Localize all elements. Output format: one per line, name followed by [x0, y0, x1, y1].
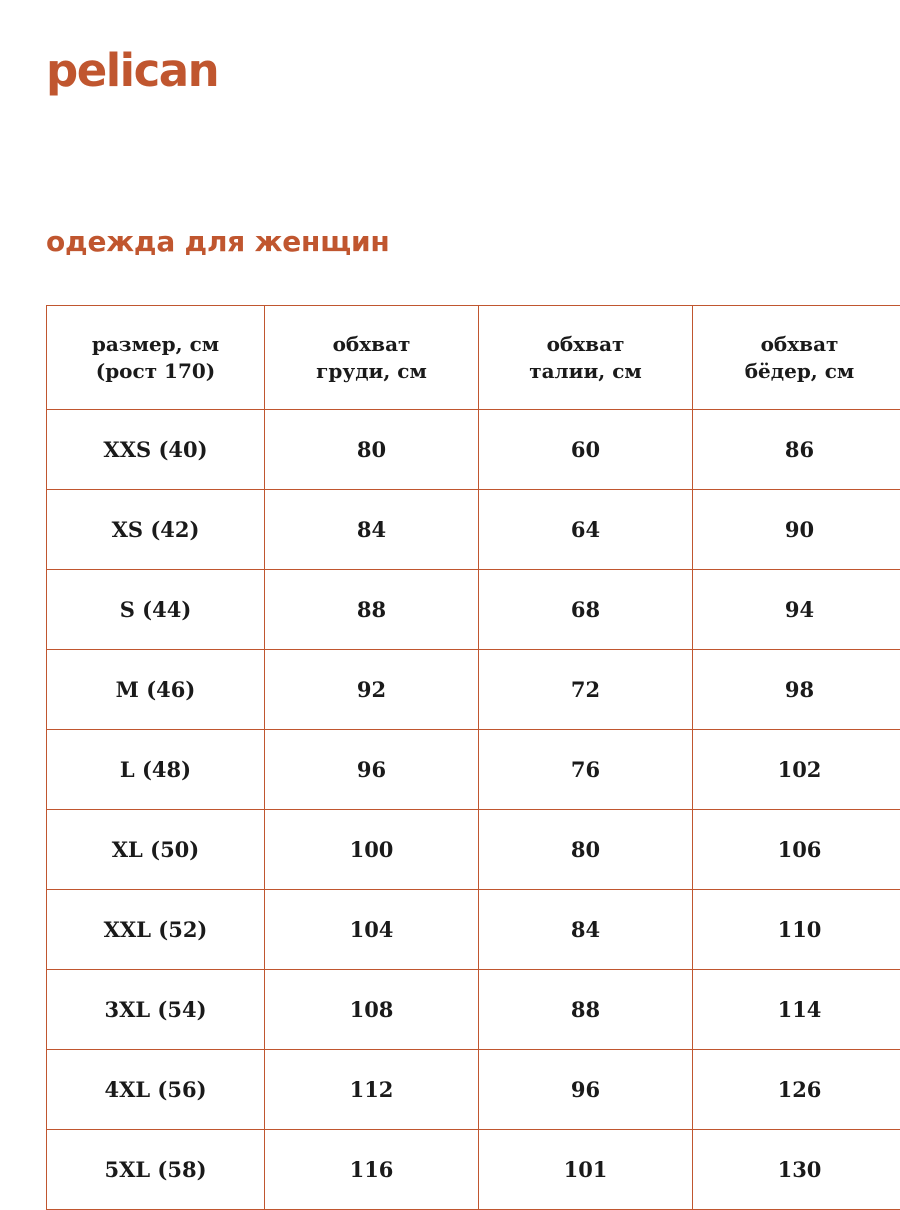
cell-waist: 60 — [479, 410, 693, 490]
cell-size: XXS (40) — [47, 410, 265, 490]
cell-size: 3XL (54) — [47, 970, 265, 1050]
cell-waist: 96 — [479, 1050, 693, 1130]
cell-waist: 88 — [479, 970, 693, 1050]
page-title: одежда для женщин — [46, 225, 390, 258]
cell-hips: 106 — [693, 810, 900, 890]
cell-waist: 101 — [479, 1130, 693, 1210]
cell-chest: 80 — [265, 410, 479, 490]
table-row — [47, 730, 900, 810]
cell-chest: 100 — [265, 810, 479, 890]
column-header-waist: обхват талии, см — [479, 306, 693, 410]
cell-hips: 94 — [693, 570, 900, 650]
cell-hips: 130 — [693, 1130, 900, 1210]
cell-chest: 88 — [265, 570, 479, 650]
cell-hips: 102 — [693, 730, 900, 810]
column-header-size: размер, см (рост 170) — [47, 306, 265, 410]
cell-waist: 84 — [479, 890, 693, 970]
table-header — [47, 306, 900, 410]
cell-chest: 104 — [265, 890, 479, 970]
cell-waist: 72 — [479, 650, 693, 730]
column-header-chest: обхват груди, см — [265, 306, 479, 410]
size-table — [46, 305, 900, 1210]
cell-size: XL (50) — [47, 810, 265, 890]
table-row — [47, 970, 900, 1050]
table-header-row — [47, 306, 900, 410]
cell-hips: 86 — [693, 410, 900, 490]
cell-chest: 96 — [265, 730, 479, 810]
table-row — [47, 1050, 900, 1130]
column-header-hips: обхват бёдер, см — [693, 306, 900, 410]
table-row — [47, 410, 900, 490]
table-body — [47, 410, 900, 1210]
cell-chest: 112 — [265, 1050, 479, 1130]
table-row — [47, 1130, 900, 1210]
table-row — [47, 890, 900, 970]
cell-chest: 84 — [265, 490, 479, 570]
cell-waist: 76 — [479, 730, 693, 810]
cell-hips: 126 — [693, 1050, 900, 1130]
table-row — [47, 490, 900, 570]
cell-hips: 90 — [693, 490, 900, 570]
cell-size: XS (42) — [47, 490, 265, 570]
table-row — [47, 650, 900, 730]
cell-hips: 114 — [693, 970, 900, 1050]
cell-size: XXL (52) — [47, 890, 265, 970]
cell-hips: 110 — [693, 890, 900, 970]
cell-chest: 92 — [265, 650, 479, 730]
table-row — [47, 810, 900, 890]
cell-size: 4XL (56) — [47, 1050, 265, 1130]
cell-waist: 68 — [479, 570, 693, 650]
cell-chest: 116 — [265, 1130, 479, 1210]
cell-size: S (44) — [47, 570, 265, 650]
cell-size: L (48) — [47, 730, 265, 810]
cell-size: M (46) — [47, 650, 265, 730]
cell-waist: 64 — [479, 490, 693, 570]
cell-hips: 98 — [693, 650, 900, 730]
table-row — [47, 570, 900, 650]
brand-logo: pelican — [46, 48, 218, 93]
cell-chest: 108 — [265, 970, 479, 1050]
cell-waist: 80 — [479, 810, 693, 890]
cell-size: 5XL (58) — [47, 1130, 265, 1210]
